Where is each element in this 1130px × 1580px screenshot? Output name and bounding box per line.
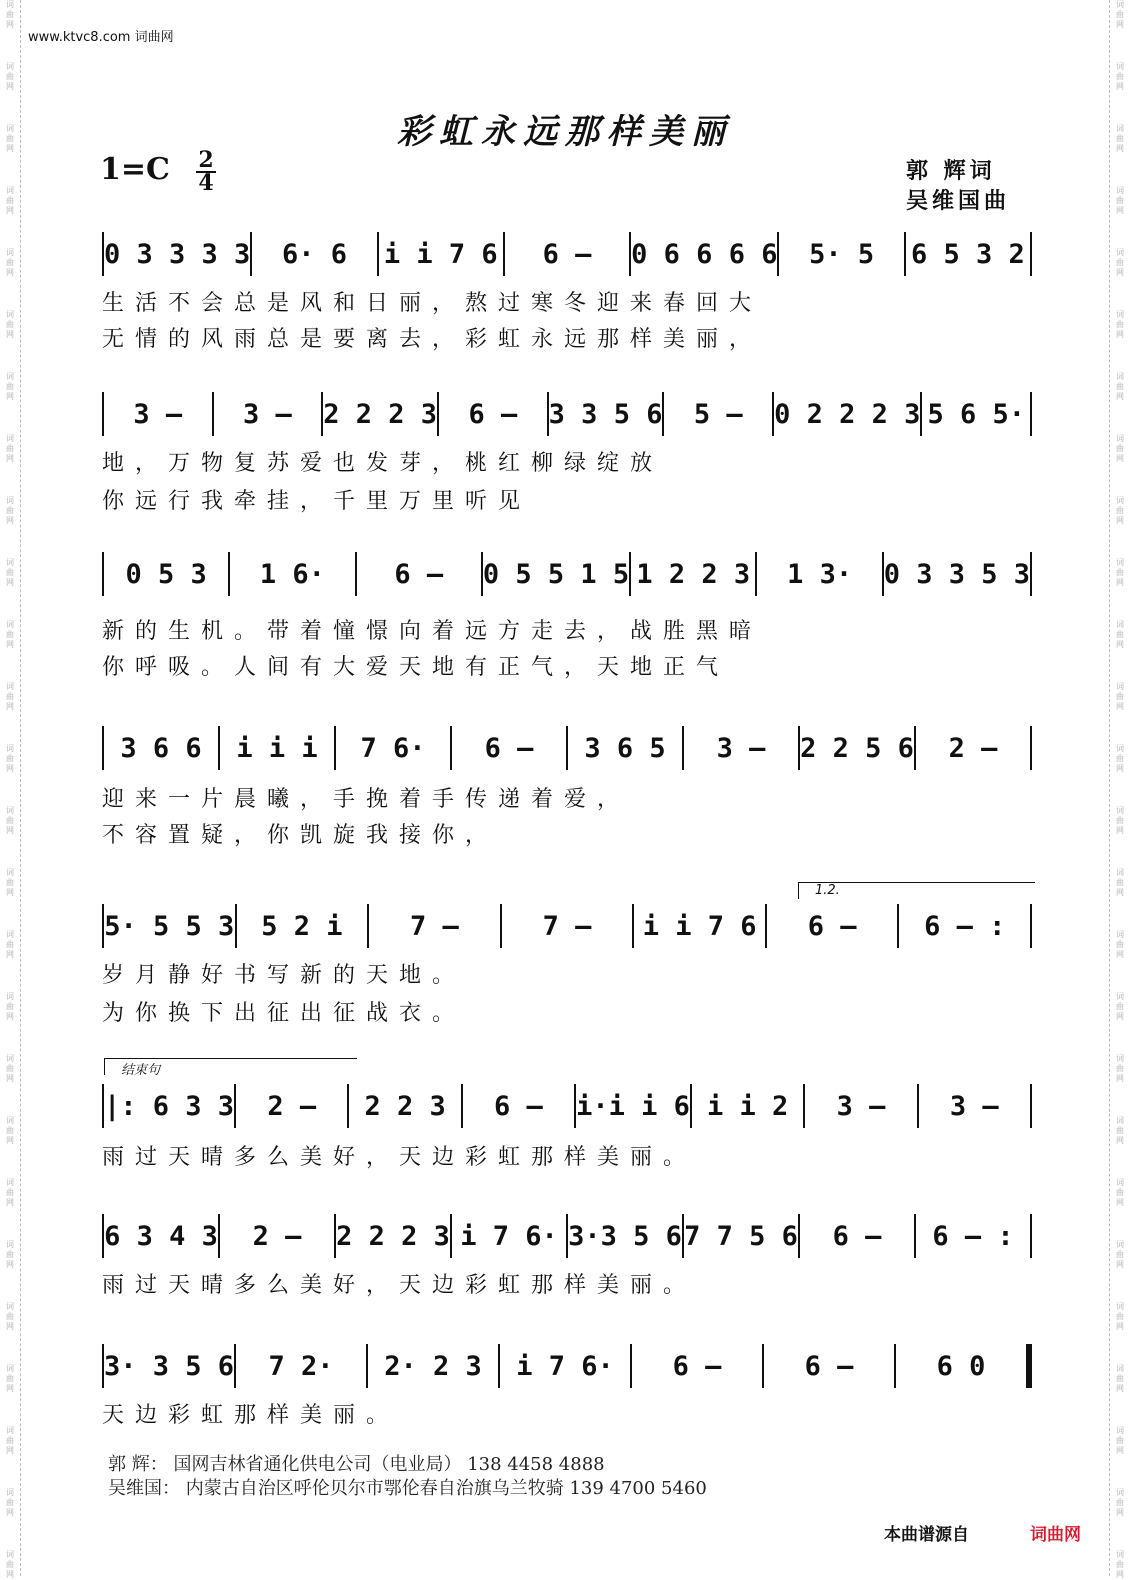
music-system-1 bbox=[102, 222, 1032, 286]
watermark-text: 词 曲 网 bbox=[6, 558, 14, 587]
measure: 0 2 2 2 3 bbox=[774, 398, 921, 430]
measure: i i 7 6 bbox=[383, 238, 498, 270]
measure: 0 3 3 3 3 bbox=[104, 238, 251, 270]
measure: 7 – bbox=[542, 910, 592, 942]
time-signature bbox=[196, 147, 216, 196]
right-watermark-strip bbox=[1109, 0, 1130, 1579]
measure: 6 – bbox=[672, 1350, 722, 1382]
watermark-text: 词 曲 网 bbox=[1116, 62, 1124, 91]
measure: |: 6 3 3 bbox=[104, 1090, 235, 1122]
measure: 1 6· bbox=[259, 558, 325, 590]
measure: 6 – bbox=[804, 1350, 854, 1382]
watermark-text: 词 曲 网 bbox=[1116, 496, 1124, 525]
lyricist-info-name: 郭 辉： bbox=[108, 1454, 168, 1475]
watermark-text: 词 曲 网 bbox=[1116, 1054, 1124, 1083]
key-signature: 1=C bbox=[100, 152, 170, 187]
measure: 2 2 5 6 bbox=[800, 732, 914, 764]
watermark-text: 词 曲 网 bbox=[1116, 930, 1124, 959]
volta-bracket: 1.2. bbox=[798, 882, 1035, 899]
music-system-2 bbox=[102, 382, 1032, 446]
composer-info bbox=[108, 1474, 707, 1500]
lyric-line-4-1: 迎来一片晨曦，手挽着手传递着爱， bbox=[102, 787, 631, 812]
watermark-text: 词 曲 网 bbox=[6, 930, 14, 959]
measure: 2 – bbox=[948, 732, 998, 764]
watermark-text: 词 曲 网 bbox=[6, 1178, 14, 1207]
lyric-line-4-2: 不容置疑，你凯旋我接你， bbox=[102, 823, 499, 848]
measure: 5· 5 5 3 bbox=[104, 910, 235, 942]
music-system-5 bbox=[102, 894, 1032, 958]
watermark-text: 词 曲 网 bbox=[6, 1302, 14, 1331]
measure: 2 2 3 bbox=[364, 1090, 446, 1122]
volta-bracket: 结束句 bbox=[104, 1058, 357, 1075]
measure: 6 – bbox=[832, 1220, 882, 1252]
source-brand-link[interactable]: 词曲网 bbox=[1030, 1525, 1081, 1545]
measure: 0 5 3 bbox=[125, 558, 207, 590]
measure: 6 – bbox=[468, 398, 518, 430]
measure: i i 7 6 bbox=[642, 910, 757, 942]
music-system-4 bbox=[102, 716, 1032, 780]
watermark-text: 词 曲 网 bbox=[6, 1240, 14, 1269]
watermark-text: 词 曲 网 bbox=[1116, 434, 1124, 463]
measure: 3 6 6 bbox=[120, 732, 202, 764]
barline bbox=[1030, 232, 1032, 276]
watermark-text: 词 曲 网 bbox=[6, 682, 14, 711]
watermark-text: 词 曲 网 bbox=[1116, 558, 1124, 587]
measure: 7 7 5 6 bbox=[684, 1220, 798, 1252]
watermark-text: 词 曲 网 bbox=[1116, 124, 1124, 153]
lyric-line-7-1: 雨过天晴多么美好，天边彩虹那样美丽。 bbox=[102, 1273, 697, 1298]
lyric-line-1-2: 无情的风雨总是要离去，彩虹永远那样美丽， bbox=[102, 327, 763, 352]
measure: i i i bbox=[236, 732, 318, 764]
lyric-line-6-1: 雨过天晴多么美好，天边彩虹那样美丽。 bbox=[102, 1145, 697, 1170]
measure: 5 – bbox=[693, 398, 743, 430]
lyric-line-5-1: 岁月静好书写新的天地。 bbox=[102, 963, 466, 988]
song-title: 彩虹永远那样美丽 bbox=[397, 112, 733, 152]
watermark-text: 词 曲 网 bbox=[6, 496, 14, 525]
lyricist-credit: 郭 辉词 bbox=[906, 159, 996, 184]
watermark-text: 词 曲 网 bbox=[1116, 1178, 1124, 1207]
watermark-text: 词 曲 网 bbox=[1116, 1426, 1124, 1455]
watermark-text: 词 曲 网 bbox=[1116, 1240, 1124, 1269]
measure: 7 2· bbox=[268, 1350, 334, 1382]
watermark-text: 词 曲 网 bbox=[6, 248, 14, 277]
watermark-text: 词 曲 网 bbox=[1116, 744, 1124, 773]
measure: i 7 6· bbox=[516, 1350, 614, 1382]
barline bbox=[1026, 1344, 1032, 1388]
measure: 6 5 3 2 bbox=[910, 238, 1025, 270]
watermark-text: 词 曲 网 bbox=[1116, 682, 1124, 711]
lyric-line-5-2: 为你换下出征出征战衣。 bbox=[102, 1001, 466, 1026]
watermark-text: 词 曲 网 bbox=[6, 1488, 14, 1517]
watermark-text: 词 曲 网 bbox=[1116, 868, 1124, 897]
time-sig-bottom: 4 bbox=[198, 170, 214, 196]
time-sig-top: 2 bbox=[198, 147, 214, 173]
music-system-8 bbox=[102, 1334, 1032, 1398]
watermark-text: 词 曲 网 bbox=[1116, 992, 1124, 1021]
barline bbox=[1030, 726, 1032, 770]
measure: 3 3 5 6 bbox=[548, 398, 663, 430]
barline bbox=[1030, 904, 1032, 948]
measure: 3 – bbox=[243, 398, 292, 430]
measure: 3· 3 5 6 bbox=[104, 1350, 235, 1382]
watermark-text: 词 曲 网 bbox=[6, 1116, 14, 1145]
measure: i i 2 bbox=[706, 1090, 789, 1122]
watermark-text: 词 曲 网 bbox=[6, 992, 14, 1021]
measure: 2 2 2 3 bbox=[323, 398, 438, 430]
watermark-text: 词 曲 网 bbox=[1116, 248, 1124, 277]
watermark-text: 词 曲 网 bbox=[1116, 620, 1124, 649]
measure: 6· 6 bbox=[281, 238, 347, 270]
lyricist-info bbox=[108, 1450, 605, 1476]
watermark-text: 词 曲 网 bbox=[6, 806, 14, 835]
measure: 7 – bbox=[410, 910, 459, 942]
watermark-text: 词 曲 网 bbox=[1116, 806, 1124, 835]
measure: 1 3· bbox=[787, 558, 853, 590]
watermark-text: 词 曲 网 bbox=[1116, 186, 1124, 215]
watermark-text: 词 曲 网 bbox=[6, 1550, 14, 1579]
lyric-line-2-1: 地，万物复苏爱也发芽，桃红柳绿绽放 bbox=[102, 451, 664, 476]
measure: 7 6· bbox=[360, 732, 426, 764]
measure: 2 2 2 3 bbox=[336, 1220, 450, 1252]
watermark-text: 词 曲 网 bbox=[6, 1426, 14, 1455]
barline bbox=[1030, 1084, 1032, 1128]
measure: 1 2 2 3 bbox=[636, 558, 751, 590]
barline bbox=[1030, 552, 1032, 596]
music-system-7 bbox=[102, 1204, 1032, 1268]
composer-info-name: 吴维国： bbox=[108, 1478, 180, 1499]
watermark-text: 词 曲 网 bbox=[6, 1364, 14, 1393]
measure: i 7 6· bbox=[460, 1220, 558, 1252]
measure: i·i i 6 bbox=[576, 1090, 690, 1122]
measure: 6 – bbox=[542, 238, 592, 270]
measure: 6 – bbox=[807, 910, 857, 942]
lyric-line-1-1: 生活不会总是风和日丽，熬过寒冬迎来春回大 bbox=[102, 291, 763, 316]
watermark-text: 词 曲 网 bbox=[6, 372, 14, 401]
watermark-text: 词 曲 网 bbox=[6, 310, 14, 339]
watermark-text: 词 曲 网 bbox=[1116, 1364, 1124, 1393]
measure: 5 6 5· bbox=[927, 398, 1025, 430]
left-watermark-strip bbox=[0, 0, 21, 1579]
measure: 6 0 bbox=[936, 1350, 986, 1382]
watermark-text: 词 曲 网 bbox=[6, 1054, 14, 1083]
music-system-3 bbox=[102, 542, 1032, 606]
measure: 6 – : bbox=[932, 1220, 1014, 1252]
measure: 5· 5 bbox=[809, 238, 875, 270]
watermark-text: 词 曲 网 bbox=[1116, 0, 1124, 29]
watermark-text: 词 曲 网 bbox=[6, 620, 14, 649]
lyric-line-2-2: 你远行我牵挂，千里万里听见 bbox=[102, 489, 532, 514]
measure: 0 5 5 1 5 bbox=[482, 558, 630, 590]
watermark-text: 词 曲 网 bbox=[1116, 372, 1124, 401]
watermark-text: 词 曲 网 bbox=[1116, 1302, 1124, 1331]
watermark-text: 词 曲 网 bbox=[1116, 1550, 1124, 1579]
watermark-text: 词 曲 网 bbox=[6, 0, 14, 29]
measure: 6 – bbox=[484, 732, 534, 764]
watermark-text: 词 曲 网 bbox=[6, 868, 14, 897]
measure: 3 – bbox=[836, 1090, 886, 1122]
measure: 0 6 6 6 6 bbox=[631, 238, 778, 270]
watermark-text: 词 曲 网 bbox=[6, 744, 14, 773]
barline bbox=[1030, 1214, 1032, 1258]
measure: 0 3 3 5 3 bbox=[883, 558, 1031, 590]
measure: 3 – bbox=[133, 398, 183, 430]
measure: 3·3 5 6 bbox=[568, 1220, 682, 1252]
lyricist-info-text: 国网吉林省通化供电公司（电业局） 138 4458 4888 bbox=[173, 1454, 605, 1475]
measure: 6 – bbox=[394, 558, 444, 590]
watermark-text: 词 曲 网 bbox=[1116, 1116, 1124, 1145]
watermark-text: 词 曲 网 bbox=[6, 186, 14, 215]
watermark-text: 词 曲 网 bbox=[6, 62, 14, 91]
lyric-line-3-1: 新的生机。带着憧憬向着远方走去，战胜黑暗 bbox=[102, 619, 763, 644]
measure: 3 – bbox=[716, 732, 766, 764]
watermark-text: 词 曲 网 bbox=[1116, 310, 1124, 339]
site-url[interactable]: www.ktvc8.com 词曲网 bbox=[28, 30, 174, 45]
barline bbox=[1030, 392, 1032, 436]
measure: 2 – bbox=[252, 1220, 302, 1252]
lyric-line-3-2: 你呼吸。人间有大爱天地有正气，天地正气 bbox=[102, 655, 730, 680]
measure: 3 – bbox=[949, 1090, 999, 1122]
measure: 6 3 4 3 bbox=[104, 1220, 218, 1252]
source-label: 本曲谱源自 bbox=[884, 1525, 969, 1545]
measure: 2 – bbox=[267, 1090, 317, 1122]
composer-info-text: 内蒙古自治区呼伦贝尔市鄂伦春自治旗乌兰牧骑 139 4700 5460 bbox=[185, 1478, 707, 1499]
measure: 6 – bbox=[494, 1090, 543, 1122]
watermark-text: 词 曲 网 bbox=[1116, 1488, 1124, 1517]
composer-credit: 吴维国曲 bbox=[906, 189, 1011, 214]
measure: 6 – : bbox=[924, 910, 1006, 942]
measure: 3 6 5 bbox=[584, 732, 666, 764]
measure: 2· 2 3 bbox=[384, 1350, 482, 1382]
music-system-6 bbox=[102, 1074, 1032, 1138]
lyric-line-8-1: 天边彩虹那样美丽。 bbox=[102, 1403, 400, 1428]
watermark-text: 词 曲 网 bbox=[6, 124, 14, 153]
watermark-text: 词 曲 网 bbox=[6, 434, 14, 463]
measure: 5 2 i bbox=[261, 910, 343, 942]
